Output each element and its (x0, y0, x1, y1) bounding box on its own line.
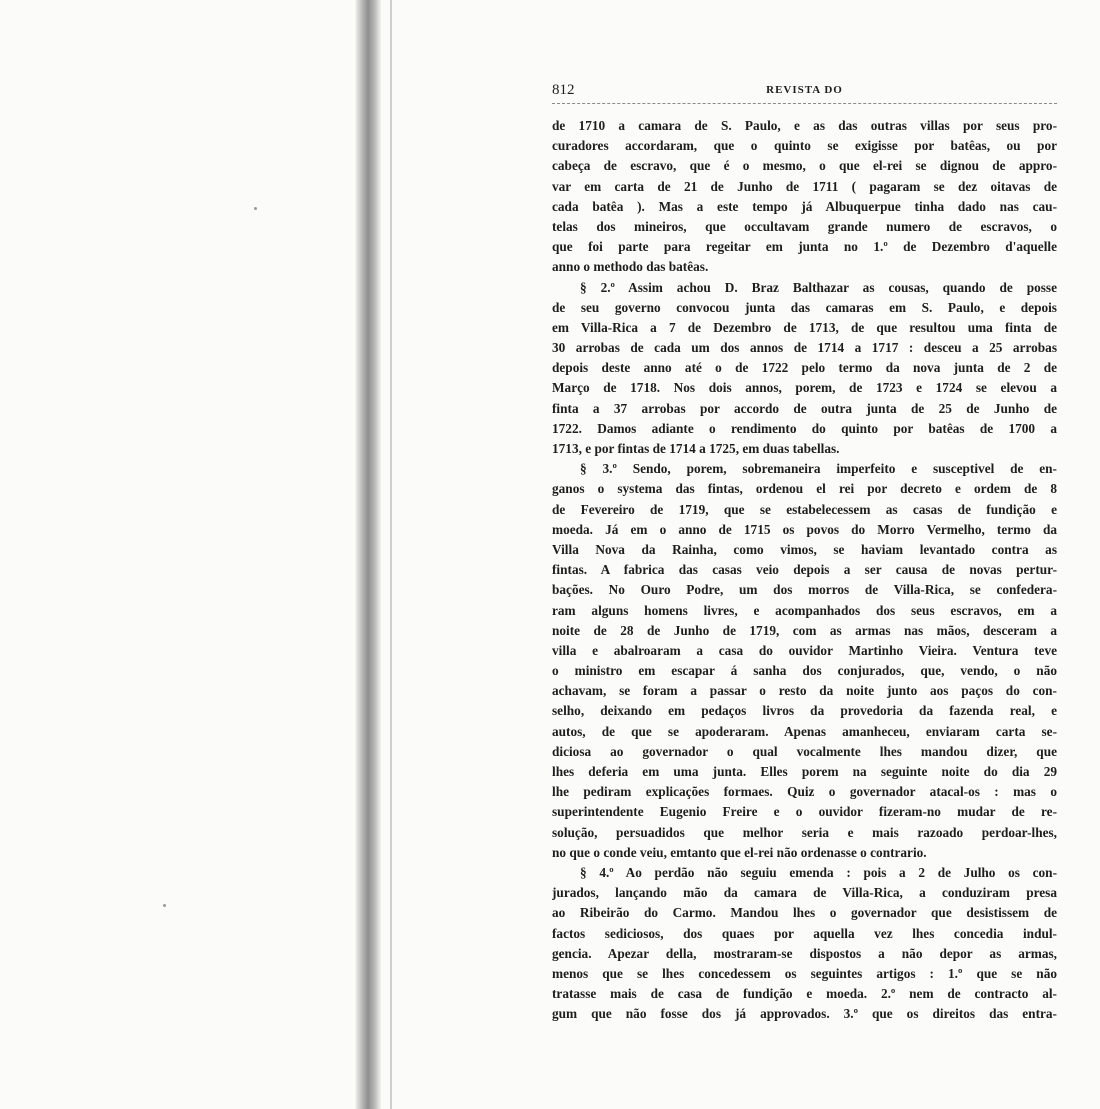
text-line: em Villa-Rica a 7 de Dezembro de 1713, de que resultou uma finta de (552, 319, 1057, 335)
text-line: que foi parte para regeitar em junta no 1.º de Dezembro d'aquelle (552, 239, 1057, 255)
text-line: fintas. A fabrica das casas veio depois a ser causa de novas pertur- (552, 562, 1057, 578)
text-line: de Fevereiro de 1719, que se estabelecessem as casas de fundição e (552, 501, 1057, 517)
text-line: finta a 37 arrobas por accordo de outra junta de 25 de Junho de (552, 400, 1057, 416)
text-line: § 3.º Sendo, porem, sobremaneira imperfeito e susceptivel de en- (580, 461, 1057, 477)
text-line: depois deste anno até o de 1722 pelo termo da nova junta de 2 de (552, 360, 1057, 376)
text-line: lhe pediram explicações formaes. Quiz o governador atacal-os : mas o (552, 784, 1057, 800)
text-line: de 1710 a camara de S. Paulo, e as das outras villas por seus pro- (552, 118, 1057, 133)
text-line: ganos o systema das fintas, ordenou el rei por decreto e ordem de 8 (552, 481, 1057, 497)
text-line: anno o methodo das batêas. (552, 259, 709, 275)
text-line: lhes deferia em uma junta. Elles porem na seguinte noite do dia 29 (552, 764, 1057, 779)
speck-mark (163, 904, 166, 907)
body-text (552, 116, 1057, 1024)
running-head (552, 82, 1057, 104)
speck-mark (254, 207, 257, 210)
text-line: 30 arrobas de cada um dos annos de 1714 a 1717 : desceu a 25 arrobas (552, 340, 1057, 356)
text-line: ao Ribeirão do Carmo. Mandou lhes o governador que desistissem de (552, 905, 1057, 921)
text-line: 1713, e por fintas de 1714 a 1725, em duas tabellas. (552, 441, 840, 456)
text-line: diciosa ao governador o qual vocalmente lhes mandou dizer, que (552, 743, 1057, 759)
text-line: Março de 1718. Nos dois annos, porem, de 1723 e 1724 se elevou a (552, 380, 1057, 396)
text-line: Villa Nova da Rainha, como vimos, se haviam levantado contra as (552, 541, 1057, 557)
text-line: gencia. Apezar della, mostraram-se dispostos a não depor as armas, (552, 945, 1057, 961)
text-line: no que o conde veiu, emtanto que el-rei não ordenasse o contrario. (552, 844, 927, 860)
text-line: achavam, se foram a passar o resto da noite junto aos paços do con- (552, 683, 1057, 699)
text-line: gum que não fosse dos já approvados. 3.º que os direitos das entra- (552, 1006, 1057, 1022)
text-line: § 4.º Ao perdão não seguiu emenda : pois a 2 de Julho os con- (580, 864, 1057, 880)
text-line: superintendente Eugenio Freire e o ouvidor fizeram-no mudar de re- (552, 804, 1057, 820)
text-page (552, 82, 1057, 1024)
journal-title: REVISTA DO (766, 84, 843, 96)
text-line: menos que se lhes concedessem os seguintes artigos : 1.º que se não (552, 965, 1057, 981)
text-line: telas dos mineiros, que occultavam grande numero de escravos, o (552, 218, 1057, 234)
text-line: cabeça de escravo, que é o mesmo, o que el-rei se dignou de appro- (552, 158, 1057, 174)
text-line: tratasse mais de casa de fundição e moeda. 2.º nem de contracto al- (552, 986, 1057, 1002)
page-number: 812 (552, 82, 575, 98)
text-line: § 2.º Assim achou D. Braz Balthazar as cousas, quando de posse (580, 279, 1057, 295)
text-line: solução, persuadidos que melhor seria e mais razoado perdoar-lhes, (552, 824, 1057, 840)
text-line: 1722. Damos adiante o rendimento do quinto por batêas de 1700 a (552, 420, 1057, 436)
text-line: villa e abalroaram a casa do ouvidor Martinho Vieira. Ventura teve (552, 642, 1057, 658)
text-line: curadores accordaram, que o quinto se exigisse por batêas, ou por (552, 138, 1057, 154)
text-line: moeda. Já em o anno de 1715 os povos do Morro Vermelho, termo da (552, 521, 1057, 537)
text-line: bações. No Ouro Podre, um dos morros de Villa-Rica, se confedera- (552, 582, 1057, 598)
text-line: factos sediciosos, dos quaes por aquella vez lhes concedia indul- (552, 925, 1057, 941)
text-line: jurados, lançando mão da camara de Villa-Rica, a conduziram presa (552, 885, 1057, 901)
text-line: var em carta de 21 de Junho de 1711 ( pagaram se dez oitavas de (552, 178, 1057, 194)
text-line: noite de 28 de Junho de 1719, com as armas nas mãos, desceram a (552, 622, 1057, 638)
text-line: autos, de que se apoderaram. Apenas amanheceu, enviaram carta se- (552, 723, 1057, 739)
text-line: cada batêa ). Mas a este tempo já Albuquerpue tinha dado nas cau- (552, 198, 1057, 214)
text-line: selho, deixando em pedaços livros da provedoria da fazenda real, e (552, 703, 1057, 719)
gutter-line (390, 0, 392, 1109)
text-line: ram alguns homens livres, e acompanhados dos seus escravos, em a (552, 602, 1057, 618)
text-line: de seu governo convocou junta das camaras em S. Paulo, e depois (552, 299, 1057, 315)
text-line: o ministro em escapar á sanha dos conjurados, que, vendo, o não (552, 663, 1057, 679)
binding-shadow (355, 0, 381, 1109)
